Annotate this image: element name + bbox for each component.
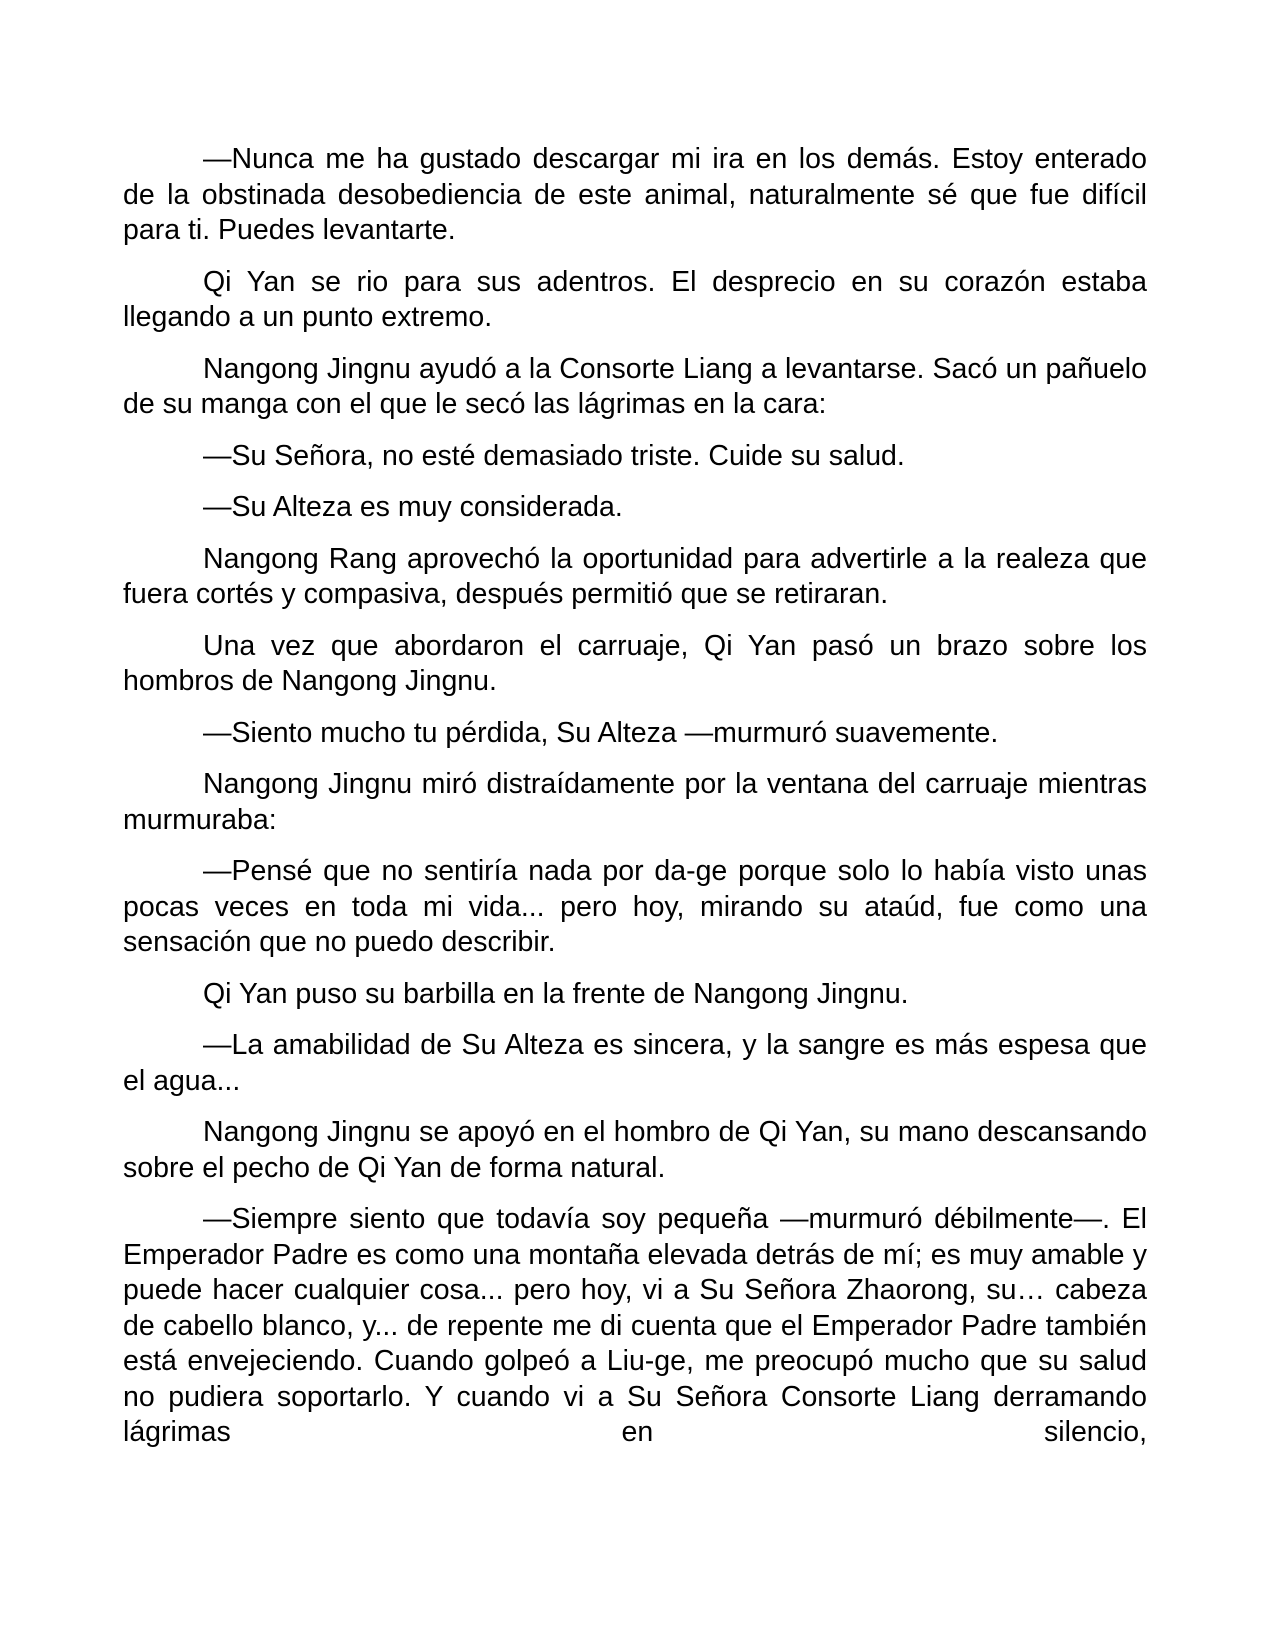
paragraph: —Siempre siento que todavía soy pequeña —murmuró débilmente—. El Emperador Padre es como una montaña elevada detrás de mí; es muy amable y puede hacer cualquier cosa... pero hoy, vi a Su Señora Zhaorong, su… cabeza de cabello blanco, y... de repente me di cuenta que el Emperador Padre también está envejeciendo. Cuando golpeó a Liu-ge, me preocupó mucho que su salud no pudiera soportarlo. Y cuando vi a Su Señora Consorte Liang derramando lágrimas en silencio,: [123, 1203, 1147, 1448]
paragraph: —Siento mucho tu pérdida, Su Alteza —murmuró suavemente.: [203, 716, 999, 749]
paragraph: Nangong Rang aprovechó la oportunidad para advertirle a la realeza que fuera cortés y compasiva, después permitió que se retiraran.: [123, 542, 1147, 610]
paragraph: —Nunca me ha gustado descargar mi ira en los demás. Estoy enterado de la obstinada desobediencia de este animal, naturalmente sé que fue difícil para ti. Puedes levantarte.: [123, 143, 1147, 246]
paragraph: —Su Señora, no esté demasiado triste. Cuide su salud.: [203, 439, 905, 472]
paragraph: Qi Yan puso su barbilla en la frente de Nangong Jingnu.: [203, 977, 909, 1010]
paragraph: Nangong Jingnu miró distraídamente por la ventana del carruaje mientras murmuraba:: [123, 768, 1147, 836]
paragraph: Nangong Jingnu se apoyó en el hombro de Qi Yan, su mano descansando sobre el pecho de Qi Yan de forma natural.: [123, 1116, 1147, 1184]
paragraph: —Su Alteza es muy considerada.: [203, 491, 623, 523]
paragraph: Una vez que abordaron el carruaje, Qi Yan pasó un brazo sobre los hombros de Nangong Jingnu.: [123, 629, 1147, 697]
paragraph: —Pensé que no sentiría nada por da-ge porque solo lo había visto unas pocas veces en toda mi vida... pero hoy, mirando su ataúd, fue como una sensación que no puedo describir.: [123, 855, 1147, 958]
paragraph: Qi Yan se rio para sus adentros. El desprecio en su corazón estaba llegando a un punto extremo.: [123, 265, 1147, 333]
document-page: [123, 142, 1147, 1451]
paragraph: —La amabilidad de Su Alteza es sincera, y la sangre es más espesa que el agua...: [123, 1029, 1147, 1097]
paragraph: Nangong Jingnu ayudó a la Consorte Liang a levantarse. Sacó un pañuelo de su manga con el que le secó las lágrimas en la cara:: [123, 352, 1147, 420]
